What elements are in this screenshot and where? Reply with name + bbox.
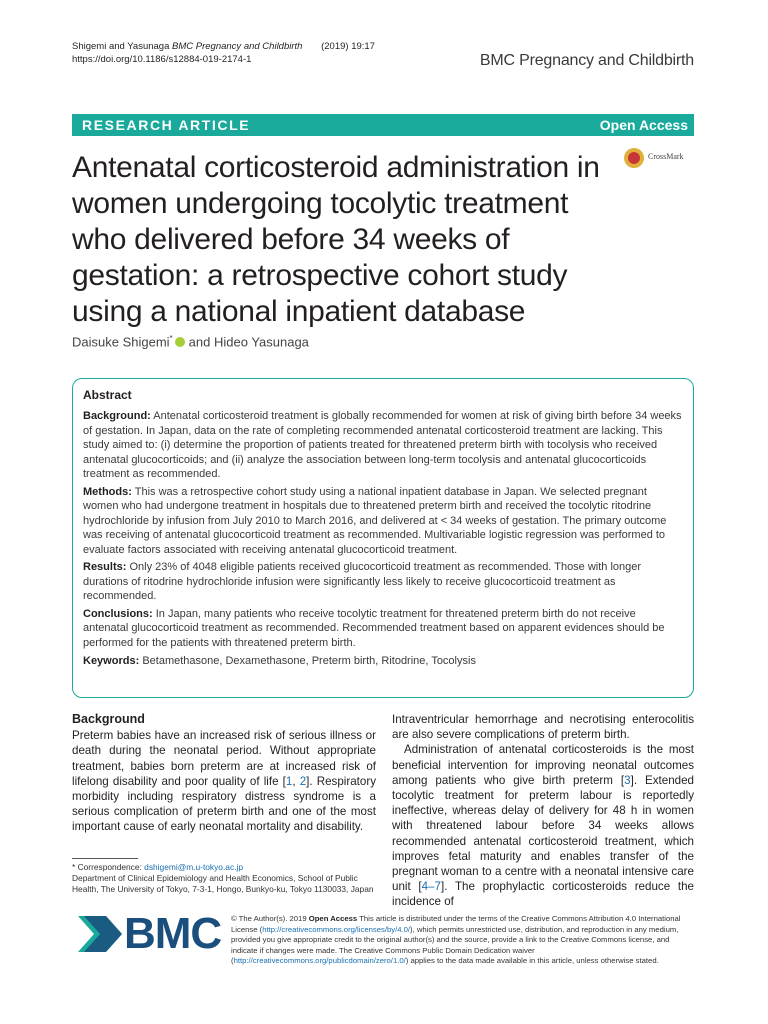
- header-journal: BMC Pregnancy and Childbirth: [172, 41, 303, 52]
- footnote-divider: [72, 858, 138, 859]
- body-column-right: [392, 712, 694, 910]
- abstract-keywords: Keywords: Betamethasone, Dexamethasone, Preterm birth, Ritodrine, Tocolysis: [83, 655, 476, 667]
- license-link[interactable]: http://creativecommons.org/licenses/by/4.0/: [262, 924, 411, 934]
- body-paragraph: Preterm babies have an increased risk of serious illness or death during the neonatal period. Without appropriate treatment, babies born preterm are at increased risk of lifelong disability and poor quality of life [1, 2]. Respiratory morbidity including respiratory distress syndrome is a serious complication of preterm birth and one of the most important cause of early neonatal mortality and disability.: [72, 729, 376, 834]
- journal-brand: BMC Pregnancy and Childbirth: [479, 52, 694, 69]
- open-access-label: Open Access: [599, 117, 688, 133]
- author-first[interactable]: Daisuke Shigemi: [72, 334, 170, 350]
- abstract-conclusions: Conclusions: In Japan, many patients who receive tocolytic treatment for threatened preterm birth do not receive antenatal glucocorticoid treatment as recommended. Recommended treatment based on apparent evidences should be performed for the patients with threatened preterm birth.: [83, 607, 665, 649]
- section-heading-background: Background: [72, 712, 145, 726]
- abstract-background: Background: Antenatal corticosteroid treatment is globally recommended for women at risk of giving birth before 34 weeks of gestation. In Japan, data on the rate of completing recommended antenatal corticosteroid treatment are lacking. This study aimed to: (i) determine the proportion of patients treated for threatened preterm birth with tocolysis who received antenatal glucocorticoids; and (ii) analyze the association between long-term tocolysis and antenatal glucocorticoids treatment as recommended.: [83, 410, 682, 480]
- header-authors: Shigemi and Yasunaga: [72, 41, 170, 52]
- bmc-logo: [78, 909, 222, 958]
- body-column-left: [72, 712, 376, 835]
- citation-link[interactable]: 1: [285, 774, 293, 788]
- affiliation: Department of Clinical Epidemiology and Health Economics, School of Public Health, The University of Tokyo, 7-3-1, Hongo, Bunkyo-ku, Tokyo 1130033, Japan: [72, 873, 374, 894]
- article-title: Antenatal corticosteroid administration in women undergoing tocolytic treatment who delivered before 34 weeks of gestation: a retrospective cohort study using a national inpatient database: [72, 151, 600, 328]
- citation-link[interactable]: 3: [624, 773, 631, 787]
- author-list: [72, 334, 309, 349]
- article-type-banner: [72, 114, 694, 136]
- abstract-box: [72, 378, 694, 698]
- email-link[interactable]: dshigemi@m.u-tokyo.ac.jp: [144, 862, 243, 872]
- citation-link[interactable]: 2: [299, 774, 307, 788]
- public-domain-link[interactable]: http://creativecommons.org/publicdomain/zero/1.0/: [233, 956, 406, 966]
- crossmark-icon: [624, 148, 644, 168]
- crossmark-label: CrossMark: [648, 152, 684, 161]
- body-paragraph: Administration of antenatal corticosteroids is the most beneficial intervention for improving neonatal outcomes among patients who give birth preterm [3]. Extended tocolytic treatment for preterm labour is reportedly ineffective, whereas delay of delivery for 48 h in women with threatened labour before 34 weeks allows recommended antenatal corticosteroid treatment, which improves fetal maturity and enables transfer of the pregnant woman to a centre with a neonatal intensive care unit [4–7]. The prophylactic corticosteroids reduce the incidence of: [392, 743, 694, 909]
- bmc-logo-icon: [78, 912, 122, 956]
- article-type-label: RESEARCH ARTICLE: [82, 117, 251, 133]
- body-paragraph: Intraventricular hemorrhage and necrotising enterocolitis are also severe complications of preterm birth.: [392, 713, 694, 742]
- abstract-results: Results: Only 23% of 4048 eligible patients received glucocorticoid treatment as recommended. Those with longer durations of ritodrine hydrochloride infusion were significantly less likely to receive glucocorticoid treatment as recommended.: [83, 561, 642, 602]
- citation-link[interactable]: 4–7: [421, 880, 441, 894]
- author-rest[interactable]: and Hideo Yasunaga: [188, 334, 309, 350]
- bmc-logo-text: BMC: [124, 909, 222, 958]
- crossmark-button[interactable]: [624, 148, 704, 168]
- correspondence-footnote: * Correspondence: dshigemi@m.u-tokyo.ac.jp Department of Clinical Epidemiology and Health Economics, School of Public Health, The University of Tokyo, 7-3-1, Hongo, Bunkyo-ku, Tokyo 1130033, Japan: [72, 858, 376, 895]
- orcid-icon[interactable]: [175, 337, 185, 347]
- running-header: [72, 40, 375, 66]
- header-doi-link[interactable]: https://doi.org/10.1186/s12884-019-2174-1: [72, 54, 252, 65]
- corresponding-mark: *: [169, 334, 173, 343]
- abstract-heading: Abstract: [83, 388, 132, 402]
- abstract-methods: Methods: This was a retrospective cohort study using a national inpatient database in Japan. We selected pregnant women who had undergone treatment in hospitals due to threatened preterm birth and received the tocolytic ritodrine hydrochloride by infusion from July 2010 to March 2016, and delivered at < 34 weeks of gestation. The primary outcome was receiving of antenatal glucocorticoid treatment as recommended. Multivariable logistic regression was performed to evaluate factors associated with receiving antenatal glucocorticoid treatment.: [83, 485, 667, 556]
- license-statement: © The Author(s). 2019 Open Access This article is distributed under the terms of the Creative Commons Attribution 4.0 International License (http://creativecommons.org/licenses/by/4.0/), which permits unrestricted use, distribution, and reproduction in any medium, provided you give appropriate credit to the original author(s) and the source, provide a link to the Creative Commons license, and indicate if changes were made. The Creative Commons Public Domain Dedication waiver (http://creativecommons.org/publicdomain/zero/1.0/) applies to the data made available in this article, unless otherwise stated.: [231, 914, 681, 966]
- header-year-volume: (2019) 19:17: [321, 41, 375, 52]
